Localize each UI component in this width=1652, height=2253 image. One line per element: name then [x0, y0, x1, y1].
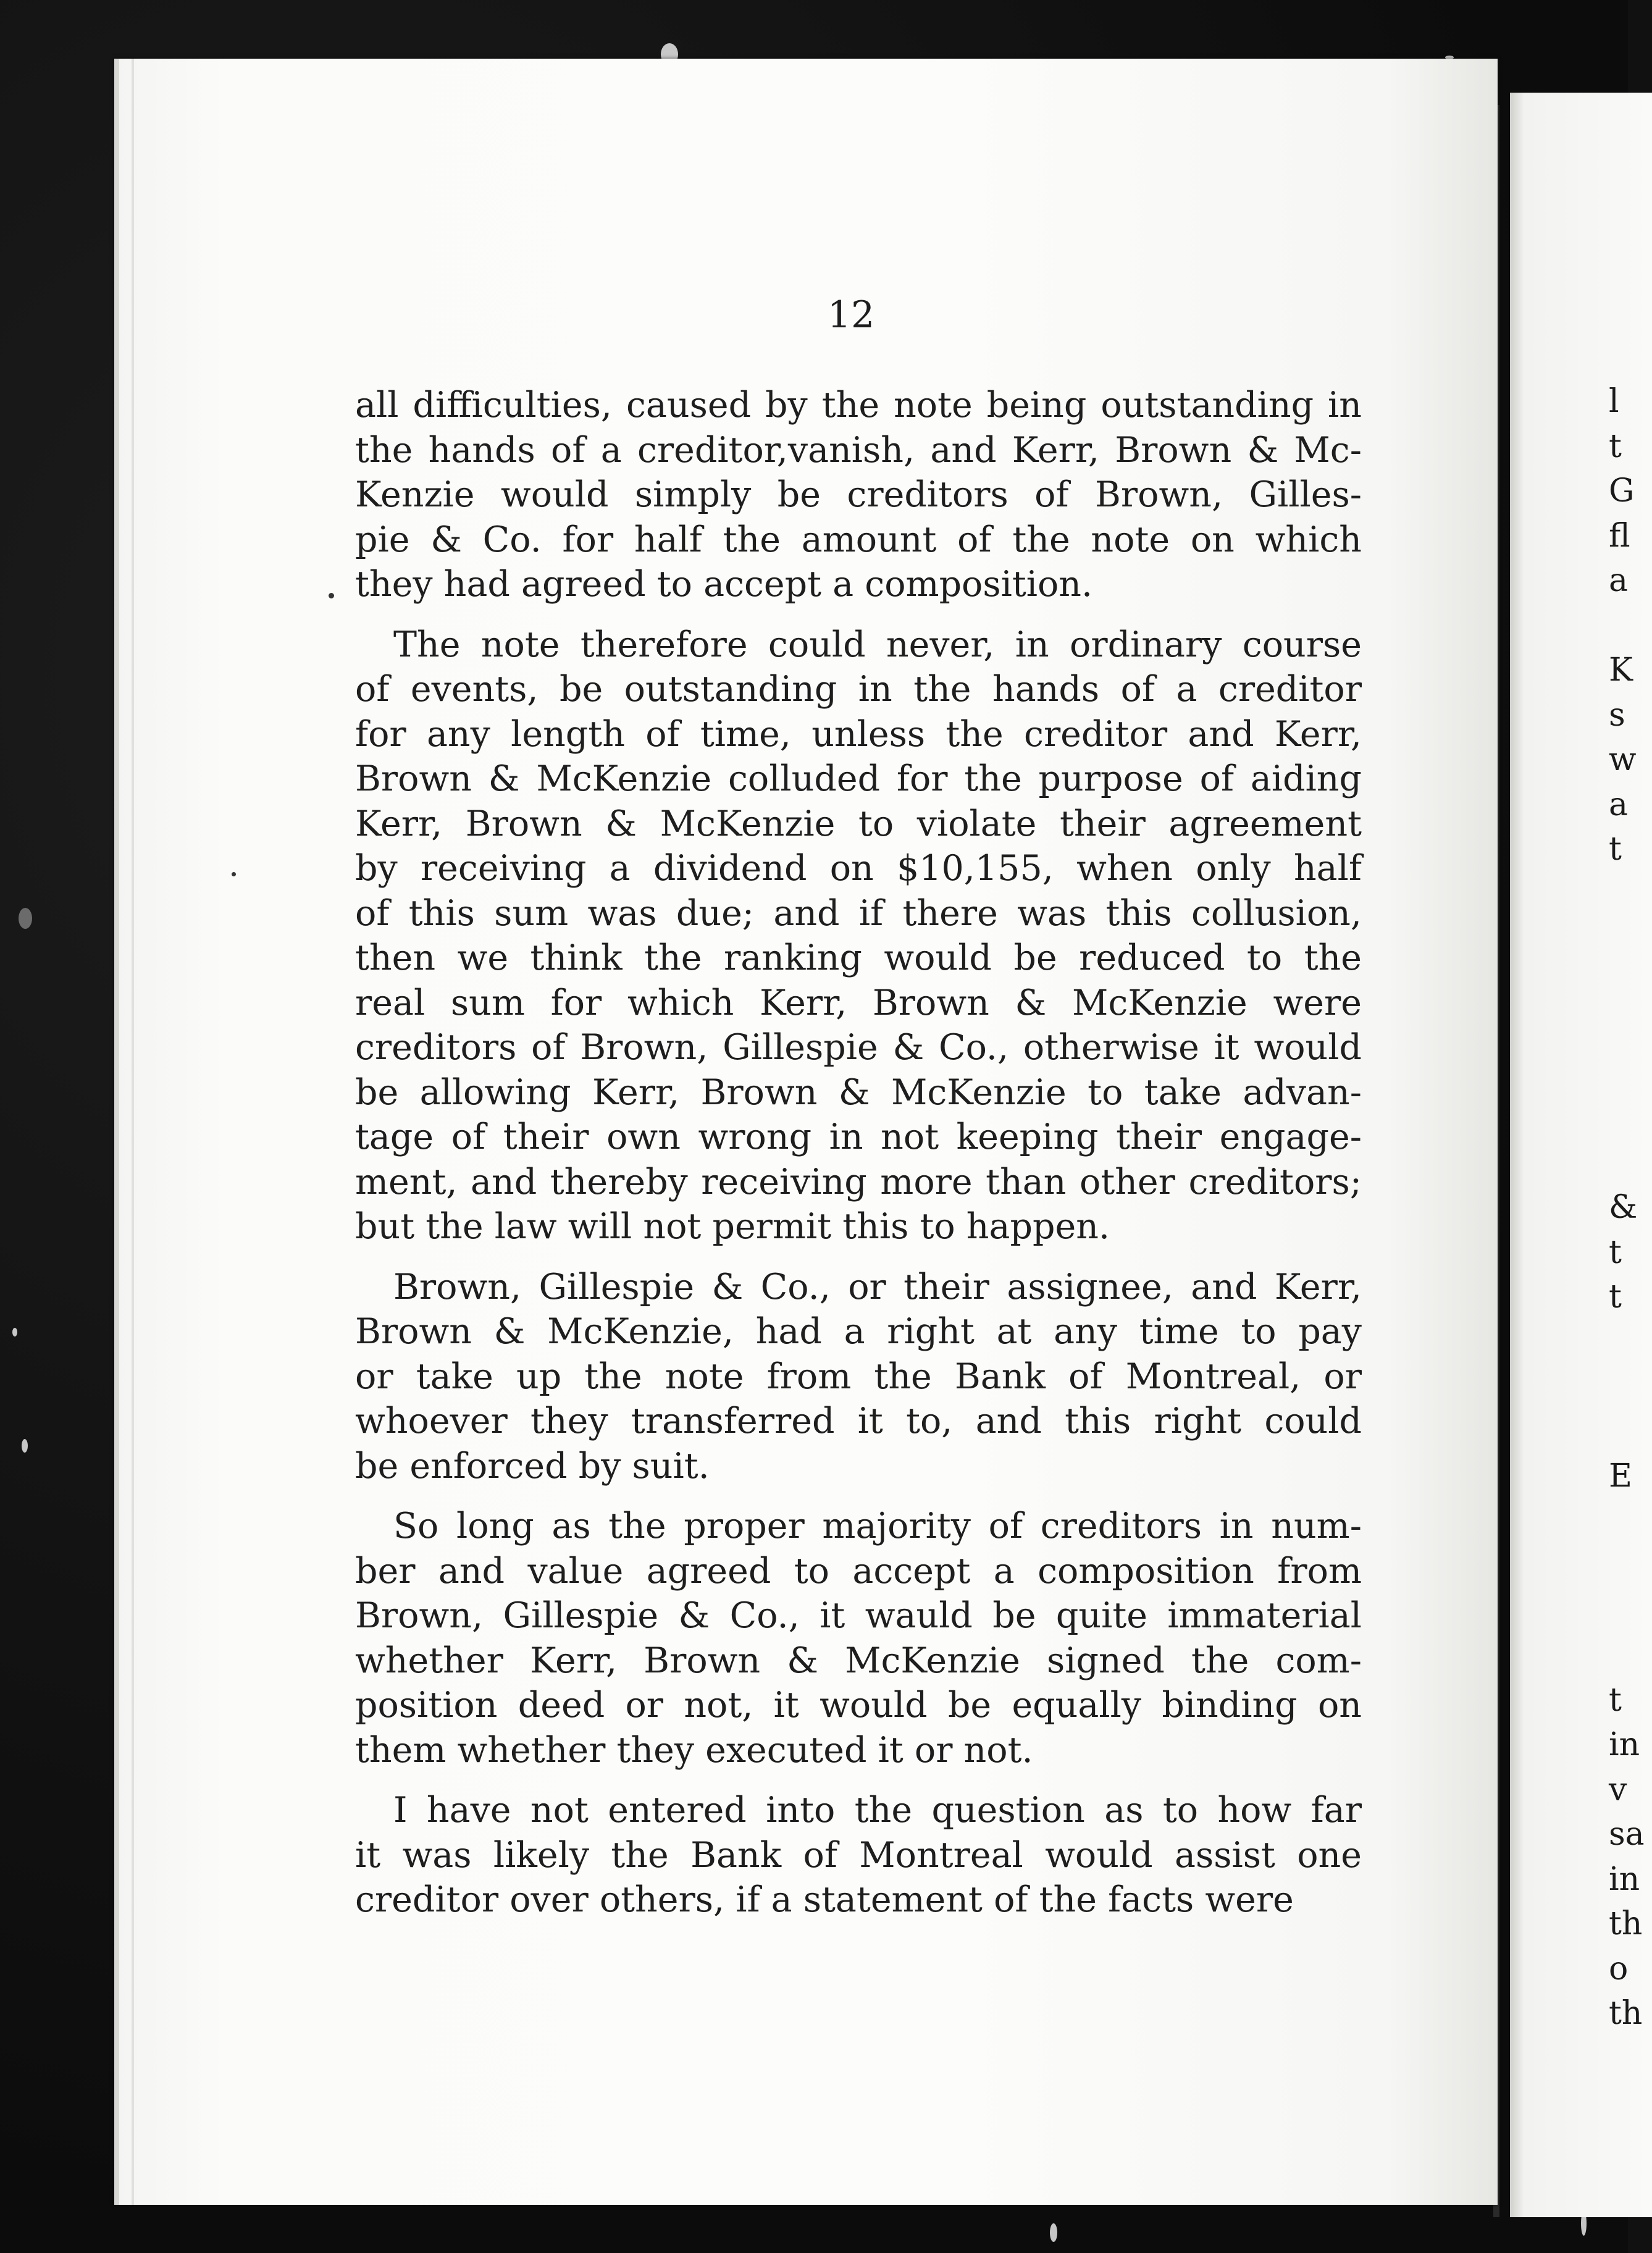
text-line: position deed or not, it would be equally binding on	[355, 1685, 1362, 1726]
facing-page-fragment: a	[1609, 562, 1629, 599]
text-line: whether Kerr, Brown & McKenzie signed the com-	[355, 1640, 1362, 1681]
text-line: but the law will not permit this to happen.	[355, 1206, 1110, 1247]
text-line: or take up the note from the Bank of Montreal, or	[355, 1356, 1362, 1397]
facing-page-fragment: v	[1609, 1771, 1627, 1808]
paragraph	[355, 1265, 1362, 1489]
scan-speck	[19, 908, 32, 929]
text-line: Kenzie would simply be creditors of Brown, Gilles-	[355, 474, 1362, 515]
text-line: Brown & McKenzie colluded for the purpose of aiding	[355, 758, 1362, 799]
text-line: I have not entered into the question as to how far	[393, 1790, 1362, 1831]
facing-page-fragment: E	[1609, 1458, 1632, 1495]
text-line: tage of their own wrong in not keeping their engage-	[355, 1117, 1362, 1157]
facing-page-fragment: l	[1609, 383, 1619, 420]
text-line: real sum for which Kerr, Brown & McKenzie were	[355, 982, 1362, 1023]
facing-page-fragment: in	[1609, 1860, 1640, 1898]
facing-page-fragment: sa	[1609, 1816, 1645, 1853]
paragraph	[355, 1788, 1362, 1923]
text-line: So long as the proper majority of creditors in num-	[393, 1506, 1362, 1546]
facing-page-fragment: in	[1609, 1726, 1640, 1763]
margin-dot	[232, 872, 236, 876]
page-number: 12	[827, 293, 875, 337]
facing-page-fragment: K	[1609, 652, 1633, 689]
facing-page	[1510, 93, 1652, 2217]
text-line: of events, be outstanding in the hands of a creditor	[355, 669, 1362, 710]
text-line: creditor over others, if a statement of the facts were	[355, 1879, 1294, 1920]
text-line: by receiving a dividend on $10,155, when only half	[355, 848, 1362, 889]
paragraph	[355, 1504, 1362, 1773]
facing-page-fragment: o	[1609, 1950, 1629, 1987]
text-line: be allowing Kerr, Brown & McKenzie to take advan-	[355, 1072, 1362, 1113]
paragraph	[355, 383, 1362, 607]
text-line: Kerr, Brown & McKenzie to violate their agreement	[355, 803, 1362, 844]
text-line: it was likely the Bank of Montreal would assist one	[355, 1834, 1362, 1876]
text-line: then we think the ranking would be reduced to the	[355, 938, 1362, 978]
text-line: Brown, Gillespie & Co., it wauld be quite immaterial	[355, 1595, 1362, 1636]
facing-page-fragment: G	[1609, 472, 1635, 510]
paragraph	[355, 623, 1362, 1249]
text-line: whoever they transferred it to, and this right could	[355, 1401, 1362, 1441]
text-line: Brown & McKenzie, had a right at any time to pay	[355, 1311, 1362, 1352]
margin-dot	[329, 593, 334, 598]
facing-page-fragment: th	[1609, 1995, 1643, 2032]
facing-page-fragment: t	[1609, 427, 1622, 465]
page-edge-inner	[132, 59, 134, 2205]
scan-speck	[1050, 2223, 1057, 2242]
facing-page-fragment: &	[1609, 1189, 1638, 1226]
text-line: The note therefore could never, in ordinary course	[393, 624, 1362, 665]
text-line: ber and value agreed to accept a composition from	[355, 1550, 1362, 1592]
text-line: Brown, Gillespie & Co., or their assignee, and Kerr,	[393, 1266, 1362, 1307]
text-line: the hands of a creditor,vanish, and Kerr, Brown & Mc-	[355, 429, 1362, 471]
facing-page-fragment: fl	[1609, 517, 1630, 555]
facing-page-fragment: s	[1609, 696, 1625, 734]
facing-page-fragment: th	[1609, 1905, 1643, 1942]
scan-speck	[12, 1328, 17, 1336]
text-line: be enforced by suit.	[355, 1445, 710, 1487]
body-text	[355, 383, 1362, 1923]
facing-page-fragment: t	[1609, 1233, 1622, 1271]
text-line: them whether they executed it or not.	[355, 1729, 1033, 1771]
facing-page-fragment: t	[1609, 1681, 1622, 1719]
scan-speck	[22, 1439, 28, 1453]
facing-page-fragment: a	[1609, 786, 1629, 823]
text-line: of this sum was due; and if there was this collusion,	[355, 892, 1362, 934]
text-line: creditors of Brown, Gillespie & Co., otherwise it would	[355, 1027, 1362, 1068]
text-line: pie & Co. for half the amount of the note on which	[355, 519, 1362, 560]
facing-page-fragment: t	[1609, 1278, 1622, 1315]
facing-page-fragment: w	[1609, 741, 1637, 778]
text-line: all difficulties, caused by the note being outstanding in	[355, 385, 1362, 426]
facing-page-fragment: t	[1609, 831, 1622, 868]
text-line: for any length of time, unless the creditor and Kerr,	[355, 713, 1362, 755]
text-line: ment, and thereby receiving more than other creditors;	[355, 1161, 1362, 1202]
page-edge-left	[114, 59, 119, 2205]
text-line: they had agreed to accept a composition.	[355, 564, 1093, 605]
